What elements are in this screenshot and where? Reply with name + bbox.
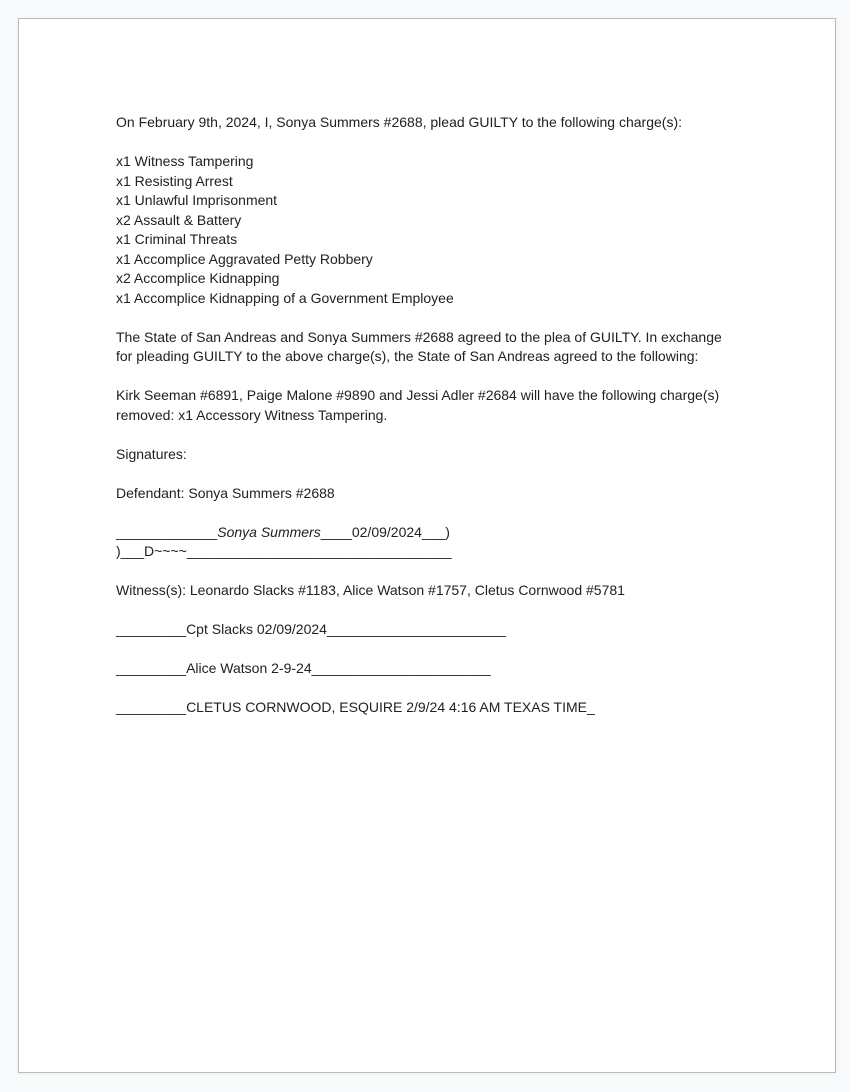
signature-line-prefix: _____________ — [116, 523, 218, 540]
defendant-signature-line2: )___D~~~~__________________________________ — [116, 543, 452, 559]
charges-list — [116, 152, 733, 308]
intro-paragraph: On February 9th, 2024, I, Sonya Summers #2688, plead GUILTY to the following charge(s): — [116, 114, 683, 130]
charge-line: x1 Criminal Threats — [116, 231, 238, 247]
signature-line-suffix: ____02/09/2024___) — [320, 523, 450, 540]
witness-line: Witness(s): Leonardo Slacks #1183, Alice Watson #1757, Cletus Cornwood #5781 — [116, 582, 625, 598]
witness-signature-line: _________Alice Watson 2-9-24_______________________ — [116, 660, 491, 676]
charge-removal-paragraph: Kirk Seeman #6891, Paige Malone #9890 and Jessi Adler #2684 will have the following charge(s) removed: x1 Accessory Witness Tampering. — [116, 387, 724, 423]
document-page — [18, 18, 836, 1073]
charge-line: x1 Witness Tampering — [116, 153, 254, 169]
charge-line: x1 Unlawful Imprisonment — [116, 192, 278, 208]
witness-signature-line: _________CLETUS CORNWOOD, ESQUIRE 2/9/24 4:16 AM TEXAS TIME_ — [116, 699, 595, 715]
defendant-line: Defendant: Sonya Summers #2688 — [116, 484, 335, 501]
document-content — [19, 19, 835, 718]
charge-line: x1 Accomplice Aggravated Petty Robbery — [116, 250, 373, 267]
charge-line: x1 Accomplice Kidnapping of a Government Employee — [116, 289, 454, 306]
charge-line: x2 Assault & Battery — [116, 211, 242, 228]
plea-agreement-paragraph: The State of San Andreas and Sonya Summers #2688 agreed to the plea of GUILTY. In exchange for pleading GUILTY to the above charge(s), the State of San Andreas agreed to the following: — [116, 328, 726, 364]
defendant-signature-line — [116, 523, 733, 543]
charge-line: x2 Accomplice Kidnapping — [116, 270, 280, 286]
charge-line: x1 Resisting Arrest — [116, 172, 233, 189]
defendant-signed-name: Sonya Summers — [217, 523, 321, 540]
signatures-heading: Signatures: — [116, 445, 187, 462]
witness-signature-line: _________Cpt Slacks 02/09/2024_______________________ — [116, 621, 507, 637]
defendant-signature-block — [116, 523, 733, 562]
